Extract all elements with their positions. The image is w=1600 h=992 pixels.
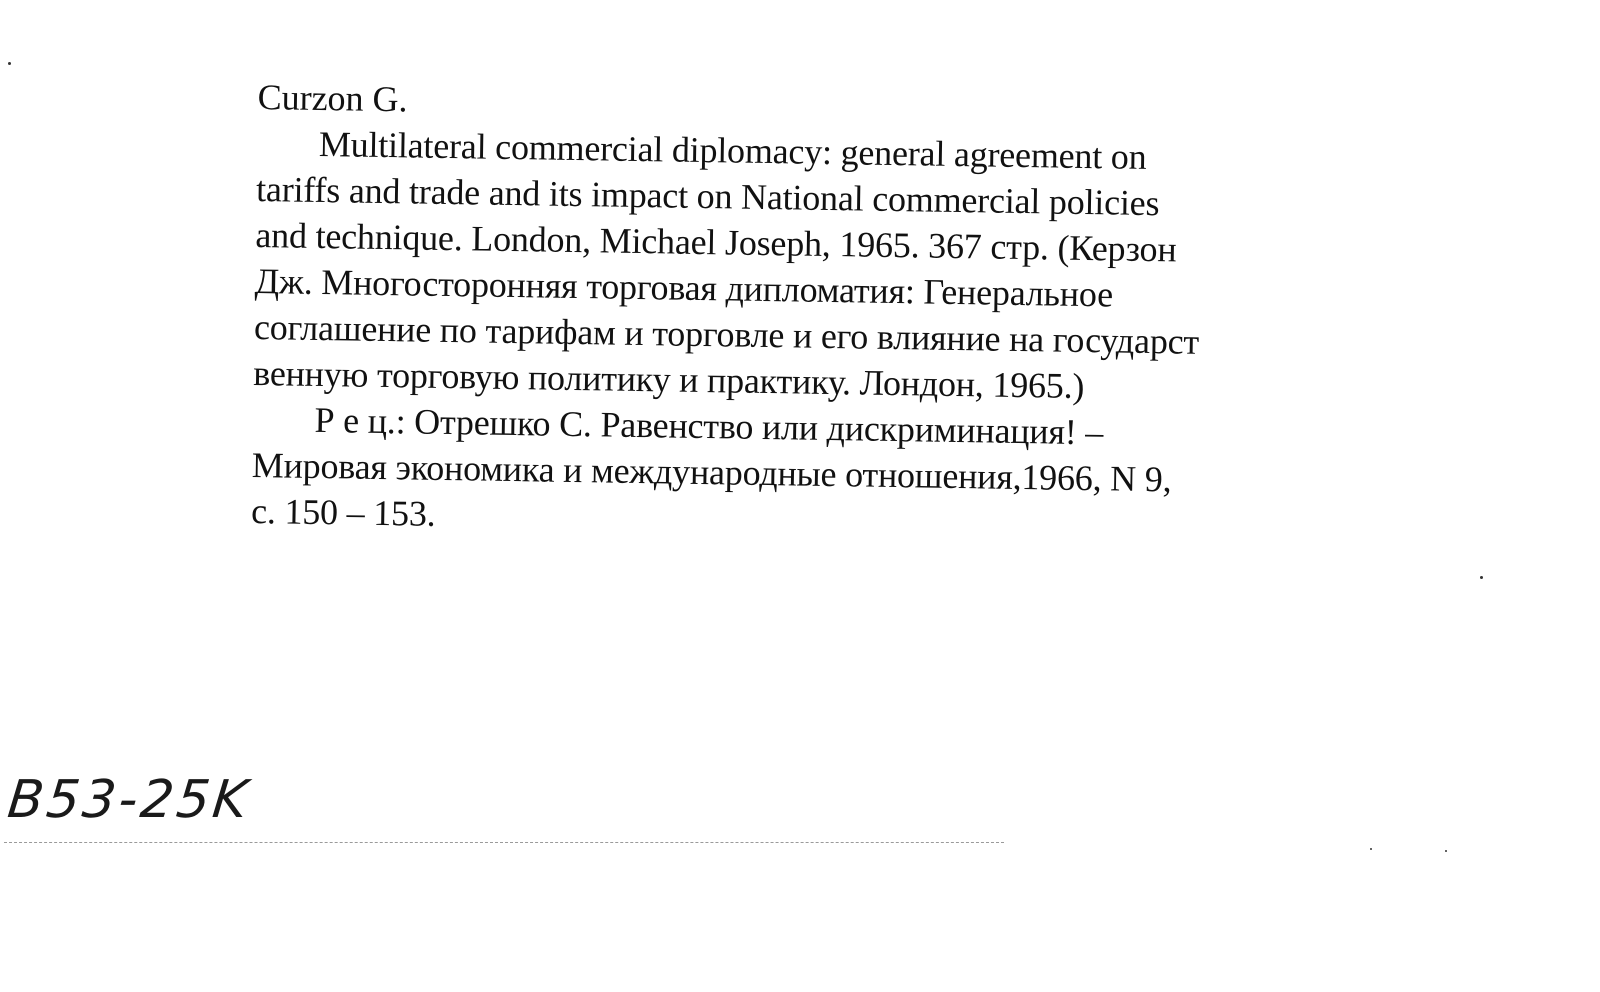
review-line: с. 150 – 153. (250, 490, 436, 534)
title-line: венную торговую политику и практику. Лондон, 1965.) (252, 352, 1085, 407)
title-line: Multilateral commercial diplomacy: general agreement on (318, 123, 1147, 177)
scan-speck (1370, 848, 1372, 850)
scan-dashed-line (4, 842, 1004, 845)
scan-speck (8, 62, 11, 65)
bibliographic-entry (251, 74, 1378, 552)
review-reference (251, 396, 1373, 552)
scan-speck (1480, 576, 1483, 579)
title-line: соглашение по тарифам и торговле и его влияние на государст (253, 306, 1200, 362)
title-line: and technique. London, Michael Joseph, 1965. 367 стр. (Керзон (255, 214, 1177, 270)
author-name: Curzon G. (257, 76, 408, 120)
title-line: tariffs and trade and its impact on National commercial policies (255, 168, 1160, 224)
review-line: Р е ц.: Отрешко С. Равенство или дискриминация! – (314, 399, 1104, 453)
review-line: Мировая экономика и международные отношения,1966, N 9, (251, 444, 1172, 500)
handwritten-shelf-mark: B53-25K (4, 770, 254, 830)
scan-speck (1445, 850, 1447, 852)
title-line: Дж. Многосторонняя торговая дипломатия: Генеральное (254, 260, 1114, 315)
title-description (253, 120, 1377, 414)
